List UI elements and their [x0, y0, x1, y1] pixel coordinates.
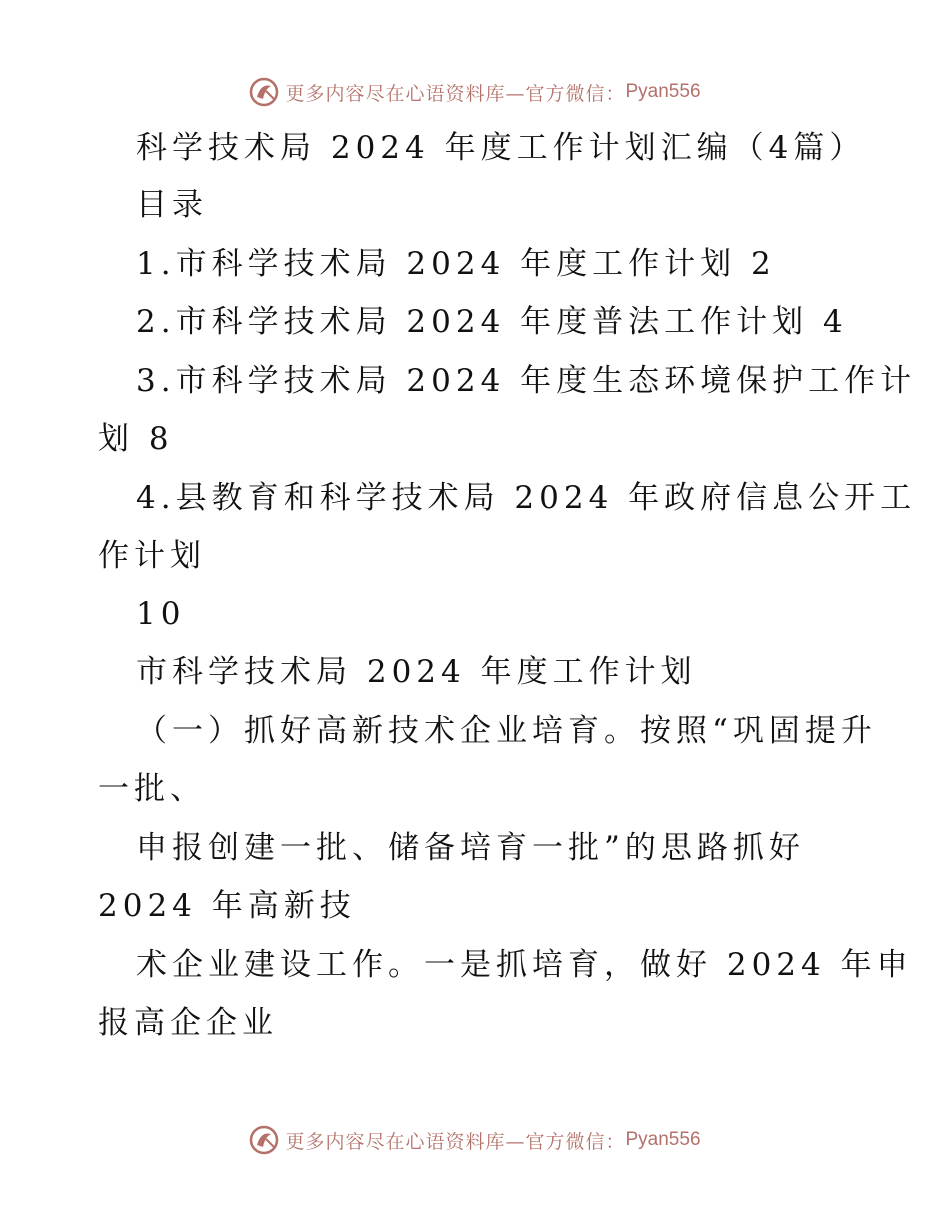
paragraph-line: 申报创建一批、储备培育一批”的思路抓好: [136, 830, 805, 866]
footer-watermark: [0, 1120, 950, 1160]
toc-item-3: 3.市科学技术局 2024 年度生态环境保护工作计: [136, 363, 917, 399]
watermark-wechat-id: Pyan556: [625, 1129, 701, 1150]
paragraph-line: 2024 年高新技: [98, 888, 356, 924]
paragraph-line: （一）抓好高新技术企业培育。按照“巩固提升: [136, 713, 877, 749]
paragraph-line: 报高企企业: [98, 1005, 278, 1041]
paragraph-line: 一批、: [98, 771, 206, 807]
watermark-text: 更多内容尽在心语资料库—官方微信：: [285, 1130, 626, 1153]
toc-item-1: 1.市科学技术局 2024 年度工作计划 2: [136, 246, 776, 282]
section-title: 市科学技术局 2024 年度工作计划: [136, 654, 697, 690]
logo-icon: [249, 77, 279, 107]
toc-item-4-page: 10: [136, 596, 186, 632]
watermark-wechat-id: Pyan556: [625, 81, 701, 102]
toc-item-2: 2.市科学技术局 2024 年度普法工作计划 4: [136, 304, 848, 340]
toc-item-4: 4.县教育和科学技术局 2024 年政府信息公开工: [136, 480, 917, 516]
logo-icon: [249, 1125, 279, 1155]
document-title: 科学技术局 2024 年度工作计划汇编（4篇）: [136, 130, 866, 166]
paragraph-line: 术企业建设工作。一是抓培育，做好 2024 年申: [136, 947, 913, 983]
toc-item-4-continued: 作计划: [98, 538, 206, 574]
toc-heading: 目录: [136, 187, 208, 223]
watermark-text: 更多内容尽在心语资料库—官方微信：: [285, 82, 626, 105]
toc-item-3-continued: 划 8: [98, 421, 174, 457]
header-watermark: [0, 72, 950, 112]
